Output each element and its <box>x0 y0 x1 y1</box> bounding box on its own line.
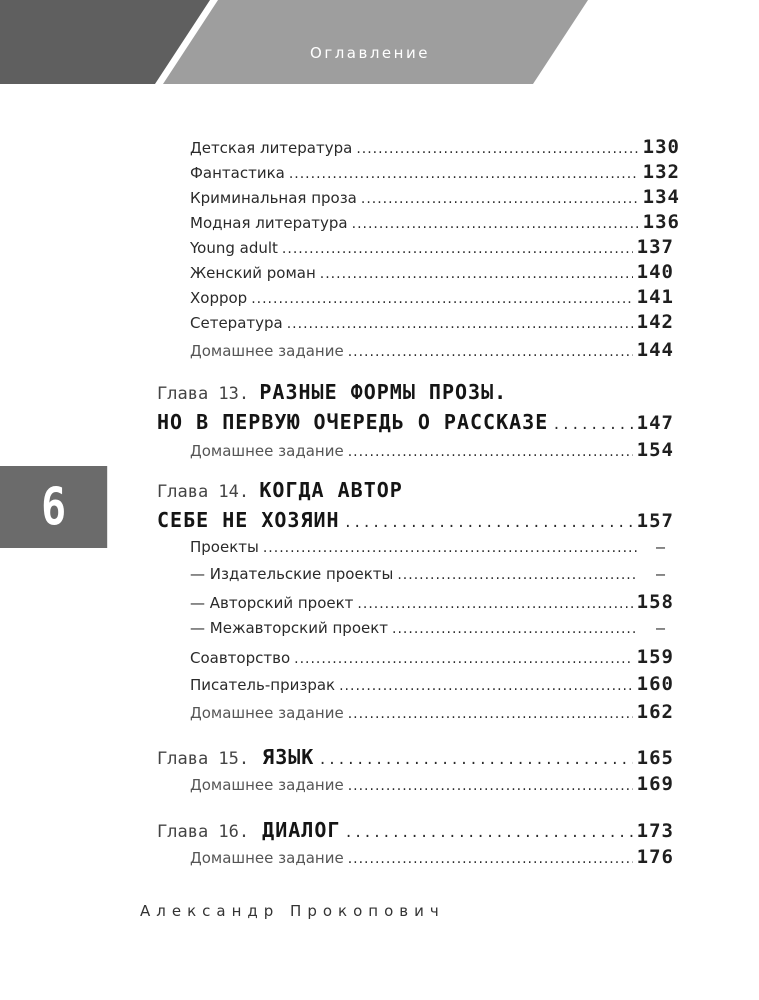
toc-entry-label: — Издательские проекты <box>190 565 394 583</box>
toc-entry-label: Фантастика <box>190 164 285 182</box>
chapter-15-entry[interactable] <box>157 745 674 769</box>
toc-entry-page: 162 <box>636 701 674 723</box>
toc-entry-page: 158 <box>636 591 674 613</box>
toc-entry[interactable] <box>190 211 680 233</box>
toc-entry-label: Домашнее задание <box>190 849 344 867</box>
chapter-title-text: ДИАЛОГ <box>262 818 341 842</box>
toc-entry-label: Young adult <box>190 239 278 257</box>
chapter-page: 147 <box>636 412 674 434</box>
toc-entry-page: 142 <box>636 311 674 333</box>
toc-entry-page: 132 <box>642 161 680 183</box>
leader-dots <box>348 344 633 360</box>
toc-entry-label: Соавторство <box>190 649 291 667</box>
leader-dots <box>552 417 632 433</box>
toc-entry-page: 159 <box>636 646 674 668</box>
leader-dots <box>352 216 639 232</box>
toc-entry[interactable] <box>190 186 680 208</box>
toc-entry-homework[interactable] <box>190 846 674 868</box>
chapter-title-text: ЯЗЫК <box>262 745 315 769</box>
toc-entry-page: — <box>655 619 666 637</box>
leader-dots <box>344 515 633 531</box>
leader-dots <box>318 752 632 768</box>
chapter-prefix: Глава 14. <box>157 482 250 502</box>
toc-entry-label: Писатель-призрак <box>190 676 336 694</box>
toc-entry-page: 140 <box>636 261 674 283</box>
toc-entry[interactable] <box>190 673 674 695</box>
chapter-prefix: Глава 13. <box>157 384 250 404</box>
toc-entry-page: 130 <box>642 136 680 158</box>
toc-entry[interactable] <box>190 538 666 556</box>
leader-dots <box>287 316 633 332</box>
chapter-title <box>157 818 340 842</box>
toc-entry-label: Хоррор <box>190 289 248 307</box>
leader-dots <box>263 540 638 556</box>
toc-entry-label: Домашнее задание <box>190 776 344 794</box>
chapter-prefix: Глава 15. <box>157 749 250 769</box>
leader-dots <box>361 191 639 207</box>
toc-entry-label: Домашнее задание <box>190 342 344 360</box>
leader-dots <box>392 621 638 637</box>
toc-entry[interactable] <box>190 286 674 308</box>
leader-dots <box>357 596 632 612</box>
leader-dots <box>348 778 633 794</box>
leader-dots <box>356 141 638 157</box>
toc-entry-page: 134 <box>642 186 680 208</box>
leader-dots <box>339 678 633 694</box>
header-title: Оглавление <box>310 44 430 62</box>
toc-entry[interactable] <box>190 261 674 283</box>
toc-entry-label: Детская литература <box>190 139 353 157</box>
leader-dots <box>397 567 638 583</box>
chapter-14-entry[interactable] <box>157 508 674 532</box>
chapter-16-entry[interactable] <box>157 818 674 842</box>
toc-entry-label: Криминальная проза <box>190 189 357 207</box>
toc-entry[interactable] <box>190 311 674 333</box>
toc-entry-page: — <box>655 565 666 583</box>
toc-entry-page: 154 <box>636 439 674 461</box>
chapter-title-line1: КОГДА АВТОР <box>259 478 403 502</box>
toc-entry-homework[interactable] <box>190 339 674 361</box>
leader-dots <box>348 706 633 722</box>
chapter-page: 165 <box>636 747 674 769</box>
toc-entry[interactable] <box>190 591 674 613</box>
chapter-13-heading[interactable] <box>157 380 507 404</box>
toc-entry[interactable] <box>190 161 680 183</box>
chapter-title <box>157 745 314 769</box>
leader-dots <box>251 291 632 307</box>
toc-entry-label: Проекты <box>190 538 259 556</box>
chapter-title-line1: РАЗНЫЕ ФОРМЫ ПРОЗЫ. <box>259 380 508 404</box>
chapter-page: 157 <box>636 510 674 532</box>
toc-entry-page: 176 <box>636 846 674 868</box>
toc-entry-homework[interactable] <box>190 773 674 795</box>
toc-entry-label: Женский роман <box>190 264 316 282</box>
toc-entry-homework[interactable] <box>190 701 674 723</box>
leader-dots <box>282 241 633 257</box>
toc-entry[interactable] <box>190 236 674 258</box>
chapter-14-heading[interactable] <box>157 478 403 502</box>
page-number: 6 <box>0 466 107 548</box>
toc-entry-label: — Межавторский проект <box>190 619 389 637</box>
toc-entry-page: 137 <box>636 236 674 258</box>
toc-entry-page: — <box>655 538 666 556</box>
toc-entry[interactable] <box>190 646 674 668</box>
toc-entry-label: Домашнее задание <box>190 442 344 460</box>
toc-entry-homework[interactable] <box>190 439 674 461</box>
leader-dots <box>348 444 633 460</box>
chapter-title-line2: НО В ПЕРВУЮ ОЧЕРЕДЬ О РАССКАЗЕ <box>157 410 549 434</box>
toc-entry-page: 136 <box>642 211 680 233</box>
toc-entry-label: Сетература <box>190 314 283 332</box>
leader-dots <box>344 825 632 841</box>
toc-entry-page: 144 <box>636 339 674 361</box>
chapter-title-line2: СЕБЕ НЕ ХОЗЯИН <box>157 508 340 532</box>
toc-entry[interactable] <box>190 136 680 158</box>
chapter-prefix: Глава 16. <box>157 822 250 842</box>
toc-entry-page: 141 <box>636 286 674 308</box>
leader-dots <box>289 166 639 182</box>
chapter-13-entry[interactable] <box>157 410 674 434</box>
leader-dots <box>320 266 633 282</box>
chapter-page: 173 <box>636 820 674 842</box>
toc-entry[interactable] <box>190 619 666 637</box>
toc-entry[interactable] <box>190 565 666 583</box>
toc-entry-label: — Авторский проект <box>190 594 354 612</box>
toc-entry-page: 169 <box>636 773 674 795</box>
footer-author: Александр Прокопович <box>140 902 445 920</box>
toc-entry-label: Домашнее задание <box>190 704 344 722</box>
leader-dots <box>294 651 633 667</box>
toc-entry-page: 160 <box>636 673 674 695</box>
leader-dots <box>348 851 633 867</box>
toc-entry-label: Модная литература <box>190 214 348 232</box>
